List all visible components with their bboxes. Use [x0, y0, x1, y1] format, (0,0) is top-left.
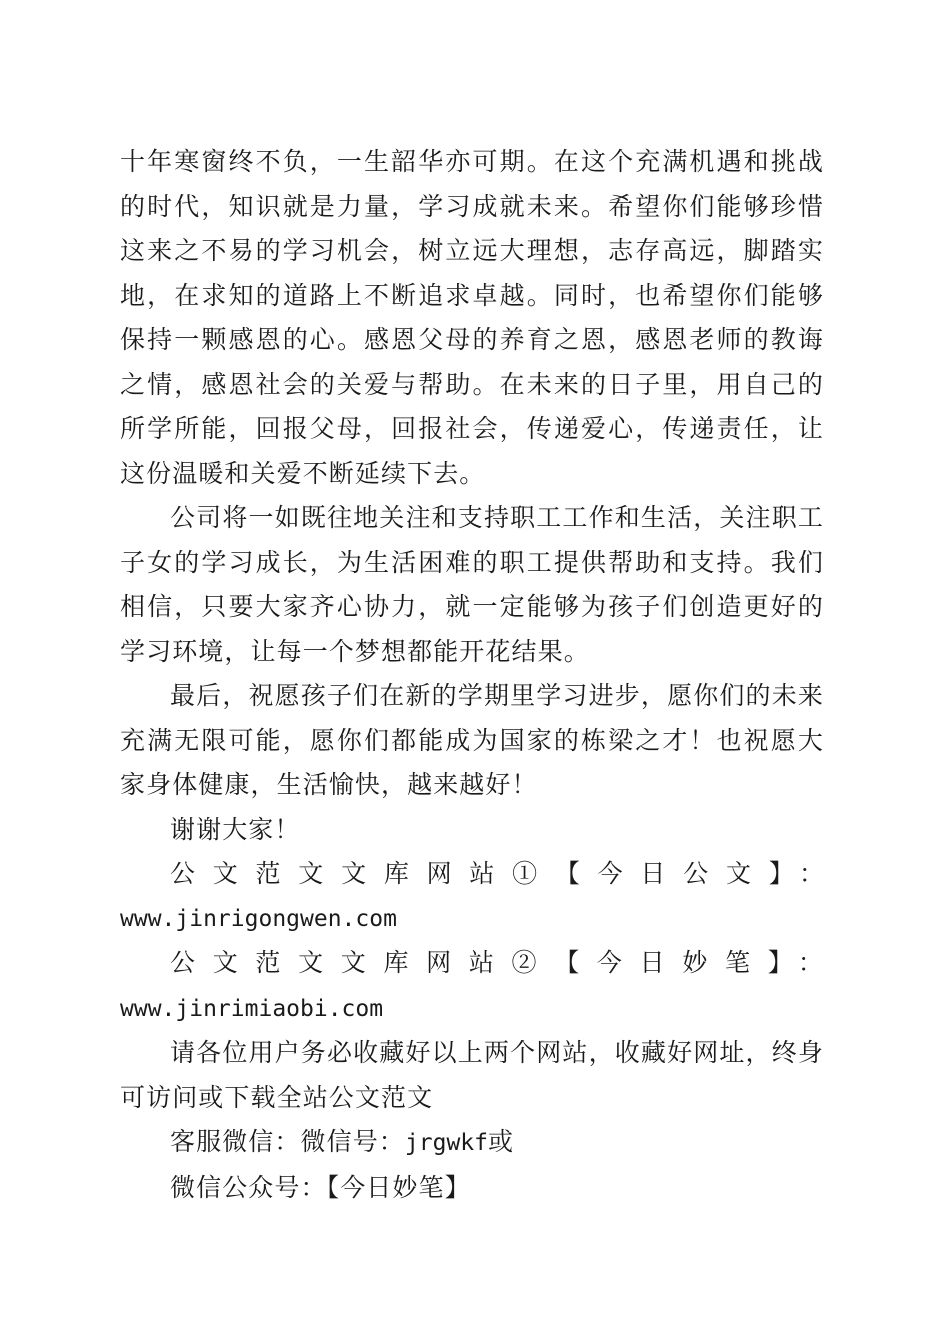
paragraph-best-wishes: 最后，祝愿孩子们在新的学期里学习进步，愿你们的未来充满无限可能，愿你们都能成为国家的栋梁之才！也祝愿大家身体健康，生活愉快，越来越好！: [120, 681, 824, 799]
paragraph-company-support: 公司将一如既往地关注和支持职工工作和生活，关注职工子女的学习成长，为生活困难的职工提供帮助和支持。我们相信，只要大家齐心协力，就一定能够为孩子们创造更好的学习环境，让每一个梦想都能开花结果。: [120, 503, 824, 666]
site-2-label: 公文范文文库网站②【今日妙笔】：: [170, 948, 824, 977]
customer-service-label: 客服微信：微信号：: [170, 1127, 405, 1156]
site-1-label: 公文范文文库网站①【今日公文】：: [170, 859, 824, 888]
customer-service-line: [120, 1120, 824, 1166]
site-2-url[interactable]: www.jinrimiaobi.com: [120, 995, 384, 1022]
site-2-line: [120, 941, 824, 1031]
customer-service-wechat-id: jrgwkf: [404, 1130, 488, 1156]
site-1-url[interactable]: www.jinrigongwen.com: [120, 905, 397, 932]
official-account-line: 微信公众号：【今日妙笔】: [170, 1172, 471, 1202]
customer-service-suffix: 或: [488, 1127, 515, 1156]
bookmark-notice: 请各位用户务必收藏好以上两个网站，收藏好网址，终身可访问或下载全站公文范文: [120, 1038, 824, 1112]
document-page: [120, 140, 824, 1210]
paragraph-thanks: 谢谢大家！: [170, 814, 301, 844]
paragraph-gratitude: 十年寒窗终不负，一生韶华亦可期。在这个充满机遇和挑战的时代，知识就是力量，学习成就未来。希望你们能够珍惜这来之不易的学习机会，树立远大理想，志存高远，脚踏实地，在求知的道路上不断追求卓越。同时，也希望你们能够保持一颗感恩的心。感恩父母的养育之恩，感恩老师的教诲之情，感恩社会的关爱与帮助。在未来的日子里，用自己的所学所能，回报父母，回报社会，传递爱心，传递责任，让这份温暖和关爱不断延续下去。: [120, 147, 824, 488]
